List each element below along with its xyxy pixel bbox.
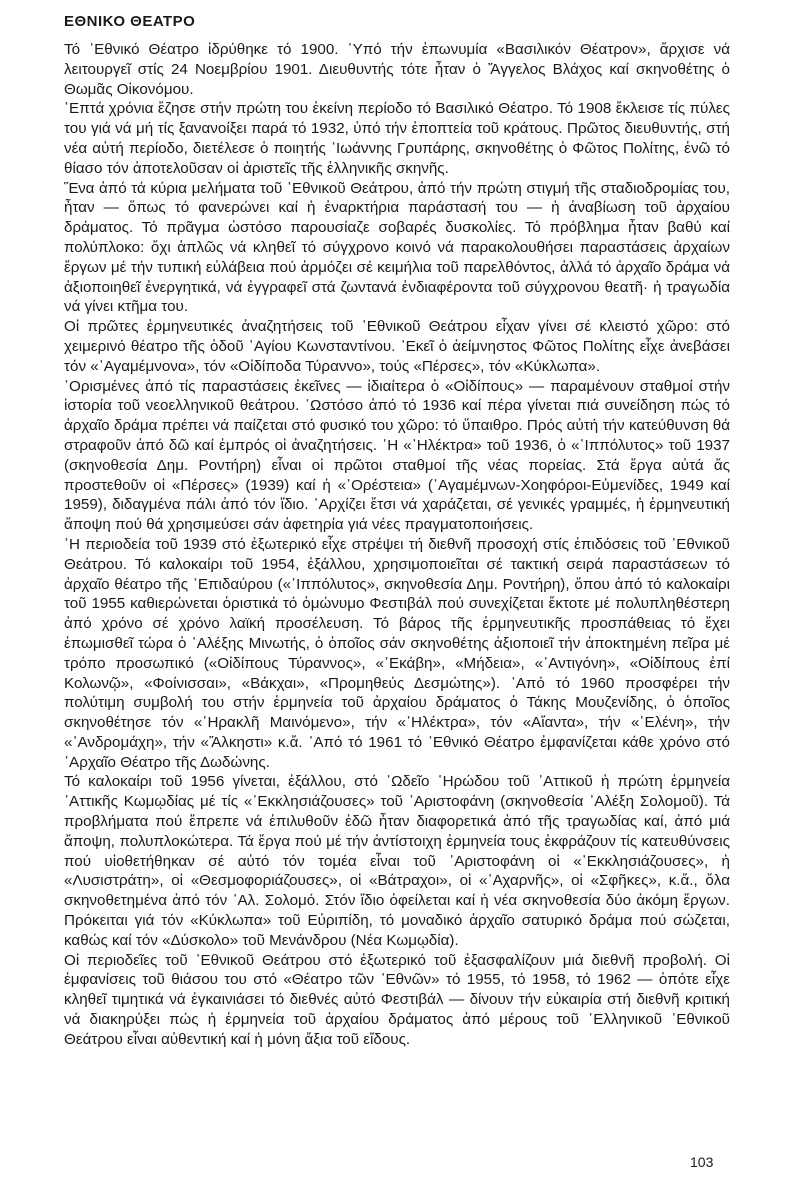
paragraph: Τό καλοκαίρι τοῦ 1956 γίνεται, ἐξάλλου, στό ᾿Ωδεῖο ῾Ηρώδου τοῦ ᾿Αττικοῦ ἡ πρώτη ἑρμηνεία ᾿Αττικῆς Κωμῳδίας μέ τίς «᾿Εκκλησιάζουσες» τοῦ ᾿Αριστοφάνη (σκηνοθεσία ᾿Αλέξη Σολομοῦ). Τά προβλήματα πού ἔπρεπε νά ἐπιλυθοῦν ἐδῶ ἦταν διαφορετικά ἀπό τῆς τραγωδίας καί, ἀπό μιά ἄποψη, πολυπλοκώτερα. Τά ἔργα πού μέ τήν ἀντίστοιχη ἑρμηνεία τους ἐκφράζουν τίς κατευθύνσεις πού υἱοθετήθηκαν σέ αὐτό τόν τομέα εἶναι τοῦ ᾿Αριστοφάνη οἱ «᾿Εκκλησιάζουσες», ἡ «Λυσιστράτη», οἱ «Θεσμοφοριάζουσες», οἱ «Βάτραχοι», οἱ «᾿Αχαρνῆς», οἱ «Σφῆκες», κ.ἄ., ὅλα σκηνοθετημένα ἀπό τόν ᾿Αλ. Σολομό. Στόν ἴδιο ὀφείλεται καί ἡ νέα σκηνοθεσία δύο ἀκόμη ἔργων. Πρόκειται γιά τόν «Κύκλωπα» τοῦ Εὐριπίδη, τό μοναδικό ἀρχαῖο σατυρικό δράμα πού σώζεται, καθώς καί τόν «Δύσκολο» τοῦ Μενάνδρου (Νέα Κωμῳδία). [64,773,730,949]
body-text [64,40,730,1050]
page-number: 103 [690,1154,714,1170]
document-page [64,12,730,1050]
section-title: ΕΘΝΙΚΟ ΘΕΑΤΡΟ [64,13,196,30]
paragraph: ῾Η περιοδεία τοῦ 1939 στό ἐξωτερικό εἶχε στρέψει τή διεθνῆ προσοχή στίς ἐπιδόσεις τοῦ ᾿Εθνικοῦ Θεάτρου. Τό καλοκαίρι τοῦ 1954, ἐξάλλου, χρησιμοποιεῖται σέ τακτική σειρά παραστάσεων τό ἀρχαῖο θέατρο τῆς ᾿Επιδαύρου («῾Ιππόλυτος», σκηνοθεσία Δημ. Ροντήρη), ὅπου ἀπό τό καλοκαίρι τοῦ 1955 καθιερώνεται ὁριστικά τό ὁμώνυμο Φεστιβάλ πού συνεχίζεται ἔκτοτε μέ πολυπληθέστερη ἀπό χρόνο σέ χρόνο λαϊκή προσέλευση. Τό βάρος τῆς ἑρμηνευτικῆς προσπάθειας τό ἔχει ἐπωμισθεῖ τώρα ὁ ᾿Αλέξης Μινωτής, ὁ ὁποῖος σάν σκηνοθέτης ἀξιοποιεῖ τήν ἀποκτημένη πεῖρα μέ τρόπο προσωπικό («Οἰδίπους Τύραννος», «᾿Εκάβη», «Μήδεια», «᾿Αντιγόνη», «Οἰδίπους ἐπί Κολωνῷ», «Φοίνισσαι», «Βάκχαι», «Προμηθεύς Δεσμώτης»). ᾿Από τό 1960 προσφέρει τήν πολύτιμη συμβολή του στήν ἑρμηνεία τοῦ ἀρχαίου δράματος ὁ Τάκης Μουζενίδης, ὁ ὁποῖος σκηνοθέτησε τόν «῾Ηρακλῆ Μαινόμενο», τήν «᾿Ηλέκτρα», τόν «Αἴαντα», τήν «῾Ελένη», τήν «᾿Ανδρομάχη», τήν «Ἄλκηστι» κ.ἄ. ᾿Από τό 1961 τό ᾿Εθνικό Θέατρο ἐμφανίζεται κάθε χρόνο στό ᾿Αρχαῖο Θέατρο τῆς Δωδώνης. [64,535,730,771]
paragraph: ῾Ορισμένες ἀπό τίς παραστάσεις ἐκεῖνες — ἰδιαίτερα ὁ «Οἰδίπους» — παραμένουν σταθμοί στήν ἱστορία τοῦ νεοελληνικοῦ θεάτρου. ῾Ωστόσο ἀπό τό 1936 καί πέρα γίνεται πιά συνείδηση πώς τό ἀρχαῖο δράμα πρέπει νά παίζεται στό φυσικό του χῶρο: τό ὕπαιθρο. Πρός αὐτή τήν κατεύθυνση θά στραφοῦν ἀπό δῶ καί ἐμπρός οἱ ἀναζητήσεις. ῾Η «᾿Ηλέκτρα» τοῦ 1936, ὁ «῾Ιππόλυτος» τοῦ 1937 (σκηνοθεσία Δημ. Ροντήρη) εἶναι οἱ πρῶτοι σταθμοί τῆς νέας πορείας. Στά ἔργα αὐτά ἄς προστεθοῦν οἱ «Πέρσες» (1939) καί ἡ «᾿Ορέστεια» (᾿Αγαμέμνων-Χοηφόροι-Εὐμενίδες, 1949 καί 1959), διδαγμένα πάλι ἀπό τόν ἴδιο. ᾿Αρχίζει ἔτσι νά χαράζεται, σέ γενικές γραμμές, ἡ ἑρμηνευτική ἄποψη πού θά χρησιμεύσει σάν ἀφετηρία γιά νέες πραγματοποιήσεις. [64,377,730,534]
paragraph: Τό ᾿Εθνικό Θέατρο ἱδρύθηκε τό 1900. ῾Υπό τήν ἐπωνυμία «Βασιλικόν Θέατρον», ἄρχισε νά λειτουργεῖ στίς 24 Νοεμβρίου 1901. Διευθυντής τότε ἦταν ὁ Ἄγγελος Βλάχος καί σκηνοθέτης ὁ Θωμᾶς Οἰκονόμου. [64,41,730,98]
paragraph: Οἱ πρῶτες ἑρμηνευτικές ἀναζητήσεις τοῦ ᾿Εθνικοῦ Θεάτρου εἶχαν γίνει σέ κλειστό χῶρο: στό χειμερινό θέατρο τῆς ὁδοῦ ῾Αγίου Κωνσταντίνου. ᾿Εκεῖ ὁ ἀείμνηστος Φῶτος Πολίτης εἶχε ἀνεβάσει τόν «᾿Αγαμέμνονα», τόν «Οἰδίποδα Τύραννο», τούς «Πέρσες», τόν «Κύκλωπα». [64,318,730,375]
paragraph: ῾Επτά χρόνια ἔζησε στήν πρώτη του ἐκείνη περίοδο τό Βασιλικό Θέατρο. Τό 1908 ἔκλεισε τίς πύλες του γιά νά μή τίς ξανανοίξει παρά τό 1932, ὑπό τήν ἐποπτεία τοῦ κράτους. Πρῶτος διευθυντής, στή νέα αὐτή περίοδο, διετέλεσε ὁ ποιητής ᾿Ιωάννης Γρυπάρης, σκηνοθέτης ὁ Φῶτος Πολίτης, ἐνῶ τό θίασο τόν ἀποτελοῦσαν οἱ ἀριστεῖς τῆς ἑλληνικῆς σκηνῆς. [64,100,730,177]
paragraph: Ἕνα ἀπό τά κύρια μελήματα τοῦ ᾿Εθνικοῦ Θεάτρου, ἀπό τήν πρώτη στιγμή τῆς σταδιοδρομίας του, ἦταν — ὅπως τό φανερώνει καί ἡ ἐναρκτήρια παράστασή του — ἡ ἀναβίωση τοῦ ἀρχαίου δράματος. Τό πρᾶγμα ὡστόσο παρουσίαζε σοβαρές δυσκολίες. Τό πρόβλημα ἦταν βαθύ καί πολύπλοκο: ὄχι ἁπλῶς νά κληθεῖ τό σύγχρονο κοινό νά παρακολουθήσει παραστάσεις ἀρχαίων ἔργων μέ τήν τυπική εὐλάβεια πού ἁρμόζει σέ κειμήλια τοῦ παρελθόντος, ἀλλά τό ἀρχαῖο δράμα νά ἀξιοποιηθεῖ ἐνεργητικά, νά ἐγγραφεῖ στά ζωντανά ἐνδιαφέροντα τοῦ σύγχρονου θεατῆ· ἡ τραγωδία νά γίνει κτῆμα του. [64,179,730,316]
paragraph: Οἱ περιοδεῖες τοῦ ᾿Εθνικοῦ Θεάτρου στό ἐξωτερικό τοῦ ἐξασφαλίζουν μιά διεθνῆ προβολή. Οἱ ἐμφανίσεις τοῦ θιάσου του στό «Θέατρο τῶν ᾿Εθνῶν» τό 1955, τό 1958, τό 1962 — ὁπότε εἶχε κληθεῖ τιμητικά νά ἐγκαινιάσει τό διεθνές αὐτό Φεστιβάλ — δίνουν τήν εὐκαιρία στή διεθνῆ κριτική νά διακηρύξει πώς ἡ ἑρμηνεία τοῦ ἀρχαίου δράματος ἀπό μέρους τοῦ ῾Ελληνικοῦ ᾿Εθνικοῦ Θεάτρου εἶναι αὐθεντική καί ἡ μόνη ἄξια τοῦ εἴδους. [64,951,730,1048]
